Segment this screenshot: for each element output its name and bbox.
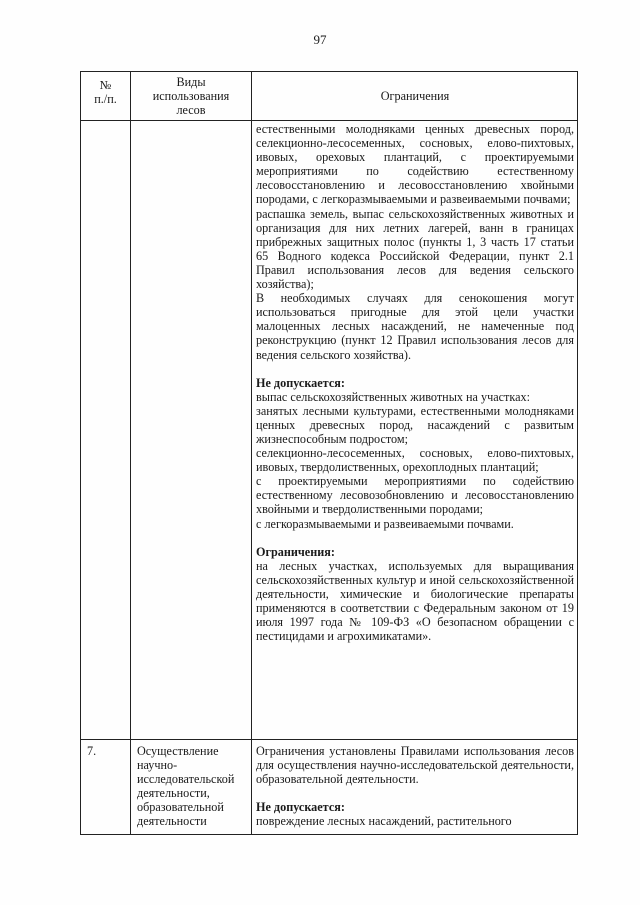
not-allowed-item: селекционно-лесосеменных, сосновых, елово-пихтовых, ивовых, твердолиственных, орехоплодных плантаций; (256, 446, 574, 475)
column-divider (251, 72, 252, 834)
not-allowed-item: с легкоразмываемыми и развеиваемыми почвами. (256, 516, 514, 531)
spacer (256, 362, 574, 376)
header-use-type-line: лесов (176, 103, 206, 118)
restriction-paragraph: повреждение лесных насаждений, растительного (256, 814, 512, 829)
header-number-line: п./п. (94, 92, 117, 107)
not-allowed-item: выпас сельскохозяйственных животных на участках: (256, 389, 531, 404)
restrictions-heading: Ограничения: (256, 544, 335, 559)
spacer (256, 531, 574, 545)
restriction-paragraph: распашка земель, выпас сельскохозяйственных животных и организация для них летних лагерей, ванн в границах прибрежных защитных полос (пункты 1, 3 часть 17 статьи 65 Водного кодекса Российской Федерации, пункт 2.1 Правил использования лесов для ведения сельского хозяйства); (256, 206, 574, 292)
not-allowed-heading: Не допускается: (256, 375, 345, 390)
header-number (83, 78, 128, 106)
restrictions-cell (256, 122, 574, 643)
use-type-line: деятельности (137, 814, 207, 829)
header-use-type-line: Виды (176, 75, 206, 89)
header-use-type-line: использования (152, 89, 230, 104)
use-type-line: образовательной (137, 800, 224, 815)
header-restrictions: Ограничения (380, 89, 450, 103)
not-allowed-item: с проектируемыми мероприятиями по содействию естественному лесовозобновлению и лесовосстановлению хвойными и твердолиственными породами; (256, 474, 574, 517)
spacer (256, 786, 574, 800)
not-allowed-heading: Не допускается: (256, 800, 345, 815)
use-type-line: Осуществление (137, 744, 219, 758)
header-number-line: № (99, 78, 112, 92)
restriction-paragraph: Ограничения установлены Правилами использования лесов для осуществления научно-исследовательской деятельности, образовательной деятельности. (256, 744, 574, 787)
use-type-line: научно- (137, 758, 178, 773)
restriction-paragraph: В необходимых случаях для сенокошения могут использоваться пригодные для этой цели участки малоценных лесных насаждений, не намеченные под реконструкцию (пункт 12 Правил использования лесов для ведения сельского хозяйства). (256, 291, 574, 362)
use-type-line: деятельности, (137, 786, 210, 801)
use-type-line: исследовательской (137, 772, 235, 787)
not-allowed-item: занятых лесными культурами, естественными молодняками ценных древесных пород, насаждений с развитым жизнеспособным подростом; (256, 403, 574, 446)
restrictions-table (80, 71, 578, 835)
restriction-paragraph: на лесных участках, используемых для выращивания сельскохозяйственных культур и иной сельскохозяйственной деятельности, химические и биологические препараты применяются в соответствии с Федеральным законом от 19 июля 1997 года № 109-ФЗ «О безопасном обращении с пестицидами и агрохимикатами». (256, 558, 574, 644)
restrictions-cell (256, 744, 574, 828)
restriction-paragraph: естественными молодняками ценных древесных пород, селекционно-лесосеменных, сосновых, елово-пихтовых, ивовых, ореховых плантаций, с проектируемыми мероприятиями по содействию естественному лесовосстановлению и лесовосстановлению хвойными породами, с легкоразмываемыми и развеиваемыми почвами; (256, 122, 574, 207)
header-use-type (133, 75, 249, 117)
header-divider (81, 120, 577, 121)
page-number: 97 (313, 32, 327, 47)
column-divider (130, 72, 131, 834)
use-type-cell (137, 744, 250, 829)
row-divider (81, 739, 577, 740)
row-number: 7. (87, 744, 97, 758)
